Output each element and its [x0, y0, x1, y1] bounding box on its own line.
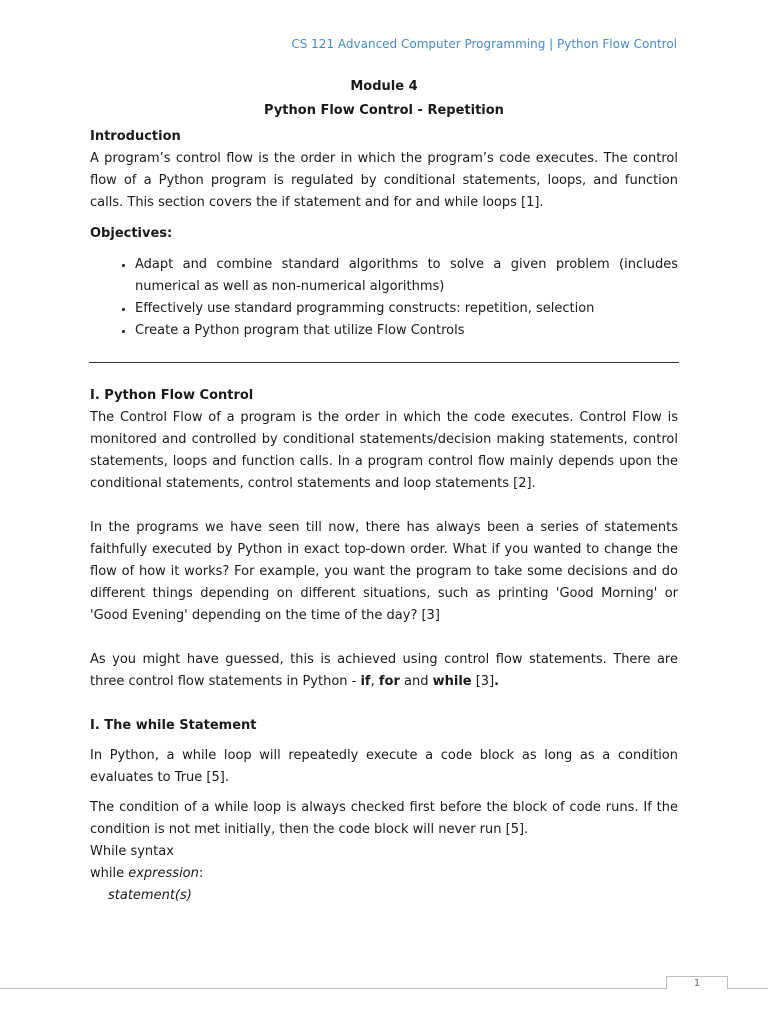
objective-item: • Adapt and combine standard algorithms to solve a given problem (includes numerical as well as non-numerical algorithms): [135, 254, 678, 298]
syntax-expression: expression: [128, 866, 199, 881]
flow-control-paragraph-3: [90, 649, 678, 693]
syntax-header-line: [90, 863, 678, 885]
section-divider: [89, 362, 679, 363]
objective-item: • Effectively use standard programming constructs: repetition, selection: [135, 298, 678, 320]
footer-divider: [0, 988, 768, 989]
syntax-colon: :: [198, 866, 204, 881]
syntax-label: While syntax: [90, 844, 174, 859]
while-paragraph-2: The condition of a while loop is always checked first before the block of code runs. If the condition is not met initially, then the code block will never run [5].: [90, 800, 678, 837]
page-number: 1: [666, 976, 728, 989]
objectives-list: [90, 254, 678, 342]
separator-text: ,: [370, 674, 379, 689]
separator-text: and: [399, 674, 433, 689]
introduction-paragraph: A program’s control flow is the order in which the program’s code executes. The control flow of a Python program is regulated by conditional statements, loops, and function calls. This section covers the if statement and for and while loops [1].: [90, 151, 678, 210]
module-title: Module 4: [350, 79, 418, 94]
syntax-keyword: while: [90, 866, 129, 881]
flow-control-heading: I. Python Flow Control: [90, 388, 254, 403]
period-text: .: [494, 674, 500, 689]
objectives-heading: Objectives:: [90, 226, 173, 241]
running-header: CS 121 Advanced Computer Programming | Python Flow Control: [291, 37, 677, 51]
objective-item: • Create a Python program that utilize Flow Controls: [135, 320, 678, 342]
paragraph-text: As you might have guessed, this is achieved using control flow statements. There are three control flow statements in Python -: [90, 652, 678, 689]
while-paragraph-1: In Python, a while loop will repeatedly execute a code block as long as a condition evaluates to True [5].: [90, 748, 678, 785]
reference-text: [3]: [471, 674, 495, 689]
introduction-heading: Introduction: [90, 129, 181, 144]
keyword-for: for: [378, 674, 400, 689]
module-subtitle: Python Flow Control - Repetition: [264, 103, 504, 118]
flow-control-paragraph-2: In the programs we have seen till now, there has always been a series of statements faithfully executed by Python in exact top-down order. What if you wanted to change the flow of how it works? For example, you want the program to take some decisions and do different things depending on different situations, such as printing 'Good Morning' or 'Good Evening' depending on the time of the day? [3]: [90, 520, 678, 623]
keyword-if: if: [360, 674, 371, 689]
keyword-while: while: [432, 674, 472, 689]
syntax-body: statement(s): [108, 888, 192, 903]
page-content: [90, 76, 678, 907]
flow-control-paragraph-1: The Control Flow of a program is the order in which the code executes. Control Flow is monitored and controlled by conditional statements/decision making statements, control statements, loops and function calls. In a program control flow mainly depends upon the conditional statements, control statements and loop statements [2].: [90, 410, 678, 491]
while-statement-heading: I. The while Statement: [90, 718, 257, 733]
